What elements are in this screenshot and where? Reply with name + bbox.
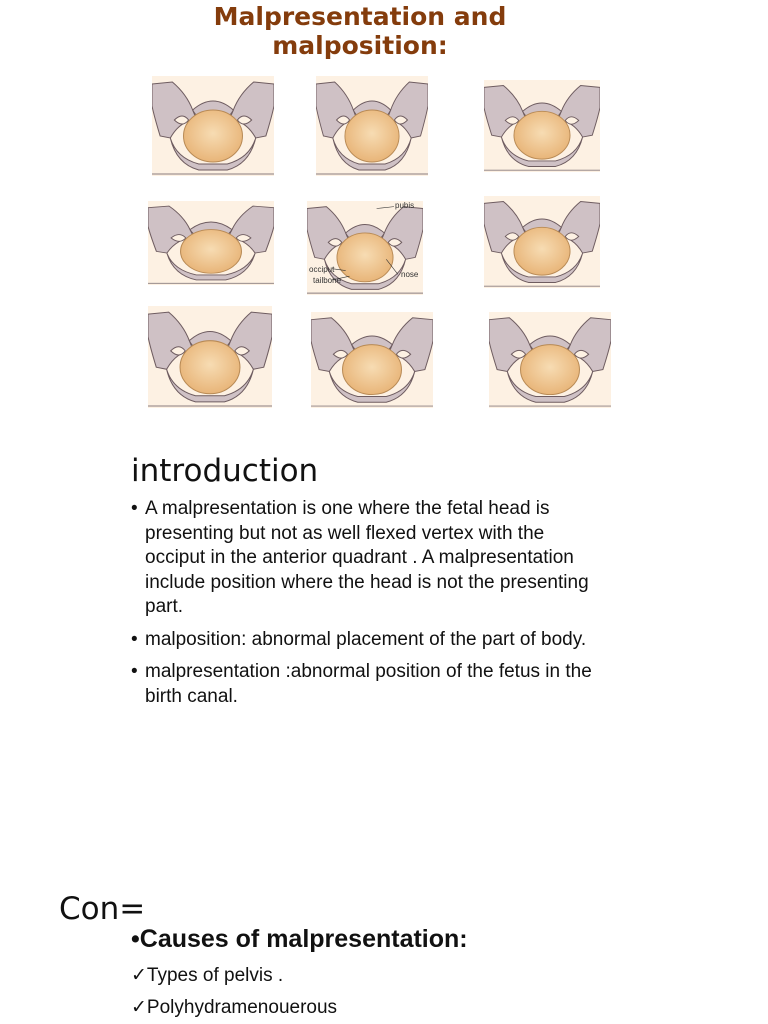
bullet-icon: • [131,628,138,650]
checkmark-icon: ✓ [131,996,147,1018]
causes-text: Causes of malpresentation: [139,925,468,953]
pelvis-diagram-4 [148,201,274,285]
pelvis-diagram-1 [152,76,274,176]
slide-title [150,2,570,60]
label-occiput: occiput [309,265,335,274]
check-item-text: Polyhydramenouerous [146,997,338,1018]
bullet-icon: • [131,661,138,682]
check-item-pelvis [131,963,283,988]
label-tailbone: tailbone [313,276,342,285]
bullet-icon: • [131,498,138,519]
bullet-text: A malpresentation is one where the fetal head is presenting but not as well flexed vertex with the occiput in the anterior quadrant . A malpresentation include position where the head is not the presenting part. [145,498,589,617]
pelvis-diagram-labeled [307,201,423,295]
bullet-item [131,497,601,620]
con-heading: Con= [59,891,146,927]
introduction-heading: introduction [131,453,319,489]
causes-heading [131,923,468,955]
check-item-polyhydramnios [131,995,337,1020]
introduction-bullet-list [131,497,601,717]
label-nose: nose [401,270,419,279]
pelvis-diagram-9 [489,312,611,408]
bullet-item [131,628,601,653]
checkmark-icon: ✓ [131,964,147,986]
bullet-icon: • [131,925,140,953]
pelvis-diagram-7 [148,306,272,408]
pelvis-diagram-2 [316,76,428,176]
title-line-1: Malpresentation and [213,2,507,31]
check-item-text: Types of pelvis . [146,965,284,986]
bullet-text: malposition: abnormal placement of the part of body. [145,628,587,650]
label-pubis: pubis [395,201,415,210]
bullet-item [131,660,601,709]
bullet-text: malpresentation :abnormal position of the fetus in the birth canal. [145,661,592,707]
pelvis-diagram-8 [311,312,433,408]
title-line-2: malposition: [272,31,448,60]
pelvis-diagram-6 [484,196,600,288]
pelvis-diagram-3 [484,80,600,172]
